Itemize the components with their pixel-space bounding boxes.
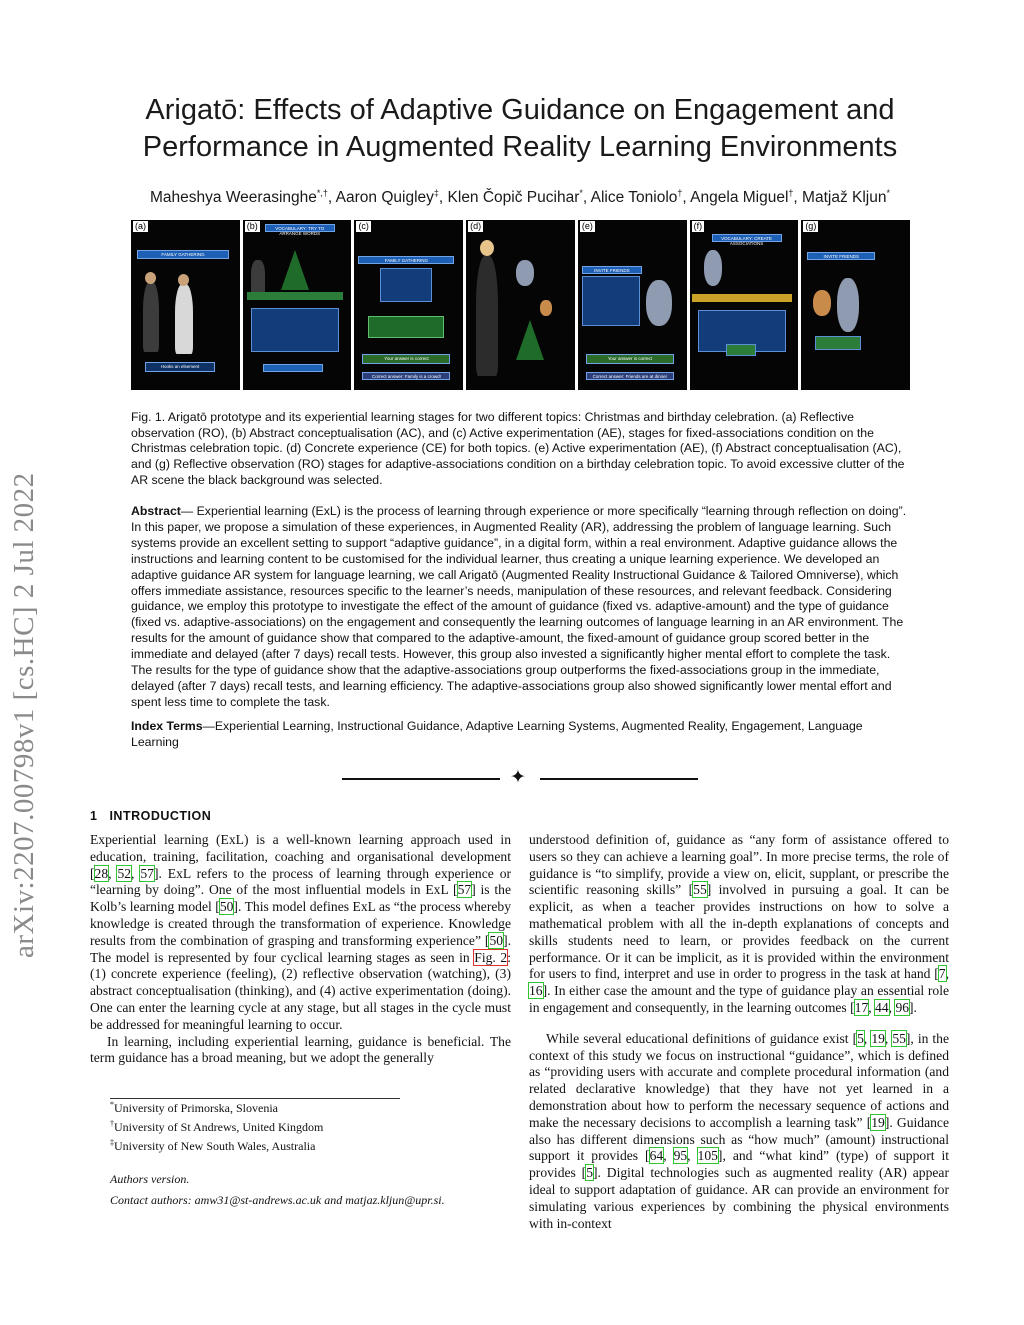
- abstract-label: Abstract: [131, 504, 181, 518]
- citation-link[interactable]: 50: [219, 899, 234, 915]
- divider-star-icon: ✦: [510, 766, 526, 788]
- christmas-tree: [516, 320, 544, 360]
- figure-panel-a: [131, 220, 240, 390]
- citation-link[interactable]: 55: [892, 1030, 906, 1046]
- intro-paragraph-4: While several educational definitions of guidance exist [5, 19, 55], in the context of this study we focus on instructional “guidance”, which is defined as “providing users with accurate and complete procedural information (and related declarative knowledge) that they have not yet learned in a demonstration about how to perform the necessary sequence of actions and make the necessary decisions to accomplish a learning task” [19]. Guidance also has different dimensions such as “how much” (amount) instructional support it provides [64, 95, 105], and “what kind” (type) of support it provides [5]. Digital technologies such as augmented reality (AR) appear ideal to support adaptation of guidance. AR can provide an environment for simulating various experiences by combining the physical environments with in-context: [529, 1030, 950, 1231]
- footnote-2: †University of St Andrews, United Kingdom: [110, 1119, 324, 1134]
- citation-link[interactable]: 57: [140, 865, 154, 881]
- figure-panel-f: [690, 220, 799, 390]
- citation-link[interactable]: 44: [875, 999, 889, 1015]
- index-terms-text: —Experiential Learning, Instructional Guidance, Adaptive Learning Systems, Augmented Reality, Engagement, Language Learning: [131, 719, 863, 749]
- figure-panel-d: [466, 220, 575, 390]
- answer-choice: [815, 336, 861, 350]
- word-strip: [247, 292, 343, 300]
- citation-link[interactable]: 95: [673, 1148, 688, 1164]
- section-title: INTRODUCTION: [109, 809, 212, 823]
- instruction-panel: [251, 308, 339, 352]
- intro-paragraph-3: understood definition of, guidance as “any form of assistance offered to users so they can achieve a learning goal”. In more precise terms, the role of guidance is “to simplify, provide a view on, elicit, supplant, or prescribe the scientific reasoning skills” [55] involved in pursuing a goal. It can be explicit, as when a teacher provides instructions on how to solve a mathematical problem with all the in-depth explanations of concepts and skills students need to learn, or provides feedback on the current performance. Or it can be implicit, as it is provided within the environment for users to find, interpret and use in order to progress in the task at hand [7, 16]. In either case the amount and the type of guidance play an essential role in engagement and consequently, in the learning outcomes [17, 44, 96].: [529, 832, 949, 1015]
- divider-line-right: [540, 778, 698, 780]
- right-column: [529, 832, 949, 1232]
- author-1: Maheshya Weerasinghe*,†: [150, 188, 328, 207]
- citation-link[interactable]: 57: [457, 882, 472, 898]
- author-3: Klen Čopič Pucihar*: [447, 188, 583, 207]
- vocabulary-header-b: VOCABULARY: TRY TO ARRANGE WORDS: [265, 224, 335, 232]
- section-number: 1: [90, 809, 98, 823]
- panel-label-g: (g): [805, 221, 817, 231]
- citation-link[interactable]: 105: [697, 1148, 718, 1164]
- title-line-2: Performance in Augmented Reality Learning Environments: [142, 131, 898, 163]
- abstract-text: — Experiential learning (ExL) is the process of learning through experience or more specifically “learning through reflection on doing”. In this paper, we propose a simulation of these experiences, in Augmented Reality (AR), addressing the problem of language learning. Such systems provide an excellent setting to support “adaptive guidance”, in a digital form, within a real environment. Adaptive guidance allows the instructions and learning content to be customised for the individual learner, thus creating a unique learning experience. We developed an adaptive guidance AR system for language learning, we call Arigatō (Augmented Reality Instructional Guidance & Tailored Omniverse), which offers immediate assistance, resources specific to the learner’s needs, manipulation of these resources, and relevant feedback. Considering guidance, we employ this prototype to investigate the effect of the amount of guidance (fixed vs. adaptive-amount) and the type of guidance (fixed vs. adaptive-associations) on the engagement and consequently the learning outcomes of language learning in an AR environment. The results for the amount of guidance show that compared to the adaptive-amount, the fixed-amount of guidance group scored better in the immediate and delayed (after 7 days) recall tests. However, this group also invested a significantly higher mental effort to complete the task. The results for the type of guidance show that the adaptive-associations group outperforms the fixed-associations group in the immediate, delayed (after 7 days) recall tests, and learning efficiency. The adaptive-associations group also showed significantly lower mental effort and spent less time to complete the task.: [131, 504, 907, 709]
- tom-character: [646, 280, 672, 326]
- footnote-1: *University of Primorska, Slovenia: [110, 1100, 278, 1115]
- family-gathering-banner-c: FAMILY GATHERING: [358, 256, 454, 264]
- contact-authors-note: Contact authors: amw31@st-andrews.ac.uk and matjaz.kljun@upr.si.: [110, 1193, 445, 1207]
- citation-link[interactable]: 5: [857, 1030, 864, 1046]
- section-divider: [342, 766, 698, 788]
- title-line-1: Arigatō: Effects of Adaptive Guidance on Engagement and: [145, 94, 895, 126]
- word-choices: [368, 316, 444, 338]
- answer-buttons: [263, 364, 323, 372]
- association-strip: [692, 294, 792, 302]
- panel-label-c: (c): [358, 221, 369, 231]
- answer-choice: [726, 344, 756, 356]
- section-heading: [90, 809, 211, 823]
- figure-panel-b: [243, 220, 352, 390]
- panel-label-e: (e): [581, 221, 593, 231]
- family-gathering-banner-a: FAMILY GATHERING: [137, 250, 229, 259]
- citation-link[interactable]: 17: [854, 999, 869, 1015]
- figure-panel-e: [578, 220, 687, 390]
- left-column: [90, 832, 511, 1067]
- citation-link[interactable]: 52: [117, 865, 132, 881]
- authors-version-note: Authors version.: [110, 1172, 190, 1186]
- figure-caption: Fig. 1. Arigatō prototype and its experiential learning stages for two different topics: Christmas and birthday celebration. (a) Reflective observation (RO), (b) Abstract conceptualisation (AC), and (c) Active experimentation (AE), stages for fixed-associations condition on the Christmas celebration topic. (d) Concrete experience (CE) for both topics. (e) Active experimentation (AE), (f) Abstract conceptualisation (AC), and (g) Reflective observation (RO) stages for adaptive-associations condition on a birthday celebration topic. To avoid excessive clutter of the AR scene the black background was selected.: [131, 410, 905, 487]
- figure-1: [131, 220, 910, 390]
- word-panel: [582, 276, 640, 326]
- author-6: Matjaž Kljun*: [802, 188, 890, 207]
- figure-panel-g: [801, 220, 910, 390]
- author-list: Maheshya Weerasinghe*,†, Aaron Quigley‡, Klen Čopič Pucihar*, Alice Toniolo†, Angela Miguel†, Matjaž Kljun*: [150, 188, 890, 207]
- citation-link[interactable]: 50: [489, 932, 504, 948]
- author-5: Angela Miguel†: [690, 188, 794, 207]
- footnote-3: ‡University of New South Wales, Australia: [110, 1138, 316, 1153]
- footer-button-a: Hooks an elsement: [145, 362, 215, 372]
- tom-character: [837, 278, 859, 332]
- vocabulary-header-f: VOCABULARY: CREATE ASSOCIATIONS: [712, 234, 782, 242]
- citation-link[interactable]: 96: [895, 999, 910, 1015]
- index-terms: [131, 719, 910, 751]
- correct-answer-c: Correct answer: Family is a crowd!: [362, 372, 450, 380]
- paper-title: [110, 92, 930, 166]
- character-figure: [143, 282, 159, 352]
- author-4: Alice Toniolo†: [590, 188, 683, 207]
- figure-panel-c: [354, 220, 463, 390]
- character-head: [145, 272, 156, 284]
- character-figure: [175, 284, 193, 354]
- invite-friends-banner-g: INVITE FRIENDS: [807, 252, 875, 260]
- citation-link[interactable]: 19: [871, 1030, 885, 1046]
- citation-link[interactable]: 28: [94, 865, 109, 881]
- character-figure: [251, 260, 265, 294]
- citation-link[interactable]: 64: [649, 1148, 664, 1164]
- jerry-character: [813, 290, 831, 316]
- index-terms-label: Index Terms: [131, 719, 203, 733]
- panel-label-f: (f): [693, 221, 703, 231]
- correct-feedback-e: Your answer is correct: [586, 354, 674, 364]
- arxiv-identifier: arXiv:2207.00798v1 [cs.HC] 2 Jul 2022: [8, 472, 40, 958]
- divider-line-left: [342, 778, 500, 780]
- citation-link[interactable]: 19: [871, 1114, 885, 1130]
- avatar-guide: [476, 256, 498, 376]
- avatar-head: [480, 240, 494, 256]
- intro-paragraph-1: Experiential learning (ExL) is a well-known learning approach used in education, training, facilitation, coaching and organisational development [28, 52, 57]. ExL refers to the process of learning through experience or “learning by doing”. One of the most influential models in ExL [57] is the Kolb’s learning model [50]. This model defines ExL as “the process whereby knowledge is created through the transformation of experience. Knowledge results from the combination of grasping and transforming experience” [50]. The model is represented by four cyclical learning stages as seen in Fig. 2: (1) concrete experience (feeling), (2) reflective observation (watching), (3) abstract conceptualisation (thinking), and (4) active experimentation (doing). One can enter the learning cycle at any stage, but all stages in the cycle must be addressed for meaningful learning to occur.: [90, 832, 512, 1032]
- author-2: Aaron Quigley‡: [335, 188, 439, 207]
- tom-character: [516, 260, 534, 286]
- affiliation-footnotes: [110, 1097, 510, 1154]
- correct-answer-e: Correct answer: Friends are at dinner: [586, 372, 674, 380]
- citation-link[interactable]: 55: [693, 882, 707, 898]
- citation-link[interactable]: 5: [586, 1165, 593, 1181]
- figure-reference-link[interactable]: Fig. 2: [474, 949, 508, 965]
- christmas-tree: [281, 250, 309, 290]
- character-head: [178, 274, 189, 286]
- panel-label-a: (a): [135, 221, 146, 231]
- citation-link[interactable]: 7: [938, 966, 946, 982]
- tom-character: [704, 250, 722, 286]
- citation-link[interactable]: 16: [529, 983, 543, 999]
- abstract: [131, 504, 910, 711]
- correct-feedback-c: Your answer is correct: [362, 354, 450, 364]
- intro-paragraph-2: In learning, including experiential learning, guidance is beneficial. The term guidance has a broad meaning, but we adopt the generally: [90, 1033, 511, 1066]
- invite-friends-banner-e: INVITE FRIENDS: [582, 266, 642, 274]
- scene-preview: [380, 268, 432, 302]
- jerry-character: [540, 300, 552, 316]
- panel-label-d: (d): [470, 221, 482, 231]
- panel-label-b: (b): [246, 221, 258, 231]
